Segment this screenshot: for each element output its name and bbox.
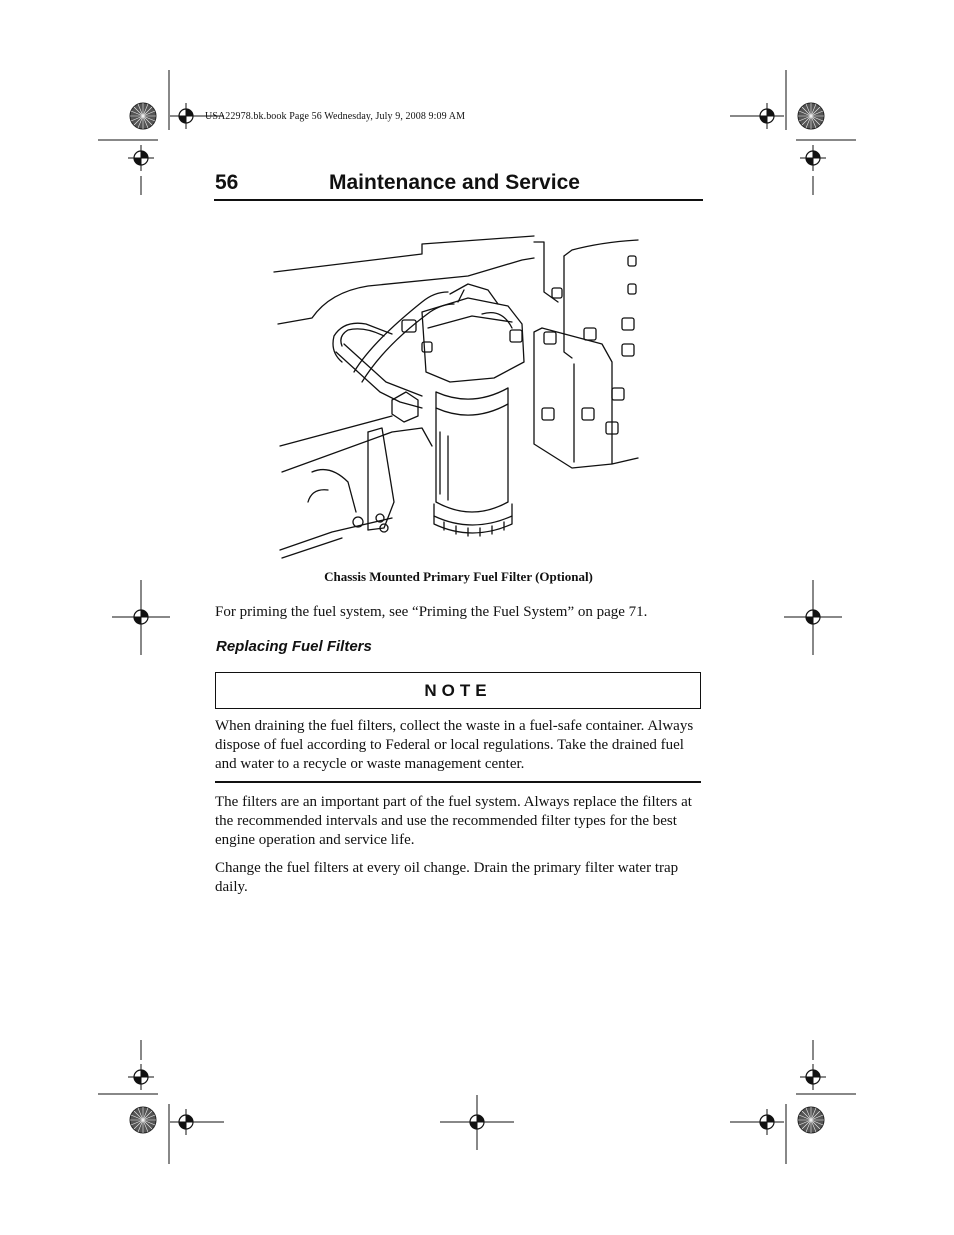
note-end-rule <box>215 781 701 783</box>
note-text: When draining the fuel filters, collect the waste in a fuel-safe container. Always dispose of fuel according to Federal or local regulations. Take the drained fuel and water to a recycle or waste management center. <box>215 718 694 772</box>
page-number: 56 <box>215 171 239 194</box>
top-right-marks <box>730 70 856 195</box>
priming-reference-text: For priming the fuel system, see “Priming the Fuel System” on page 71. <box>215 604 648 620</box>
note-label: NOTE <box>424 681 492 700</box>
print-slug: USA22978.bk.book Page 56 Wednesday, July 9, 2008 9:09 AM <box>205 111 466 122</box>
note-box <box>215 672 701 709</box>
bottom-left-marks <box>98 1040 224 1164</box>
bottom-right-marks <box>730 1040 856 1164</box>
fuel-filter-illustration <box>272 232 642 560</box>
figure-caption: Chassis Mounted Primary Fuel Filter (Optional) <box>324 569 593 584</box>
mid-right-marks <box>784 580 842 655</box>
top-left-marks <box>98 70 224 195</box>
page-title: Maintenance and Service <box>329 171 580 194</box>
mid-left-marks <box>112 580 170 655</box>
section-heading: Replacing Fuel Filters <box>216 638 372 655</box>
header-rule <box>214 199 703 201</box>
paragraph-change-filters: Change the fuel filters at every oil change. Drain the primary filter water trap daily. <box>215 860 679 895</box>
paragraph-filters: The filters are an important part of the fuel system. Always replace the filters at the recommended intervals and use the recommended filter types for the best engine operation and service life. <box>215 794 692 848</box>
bottom-center-marks <box>440 1095 514 1150</box>
